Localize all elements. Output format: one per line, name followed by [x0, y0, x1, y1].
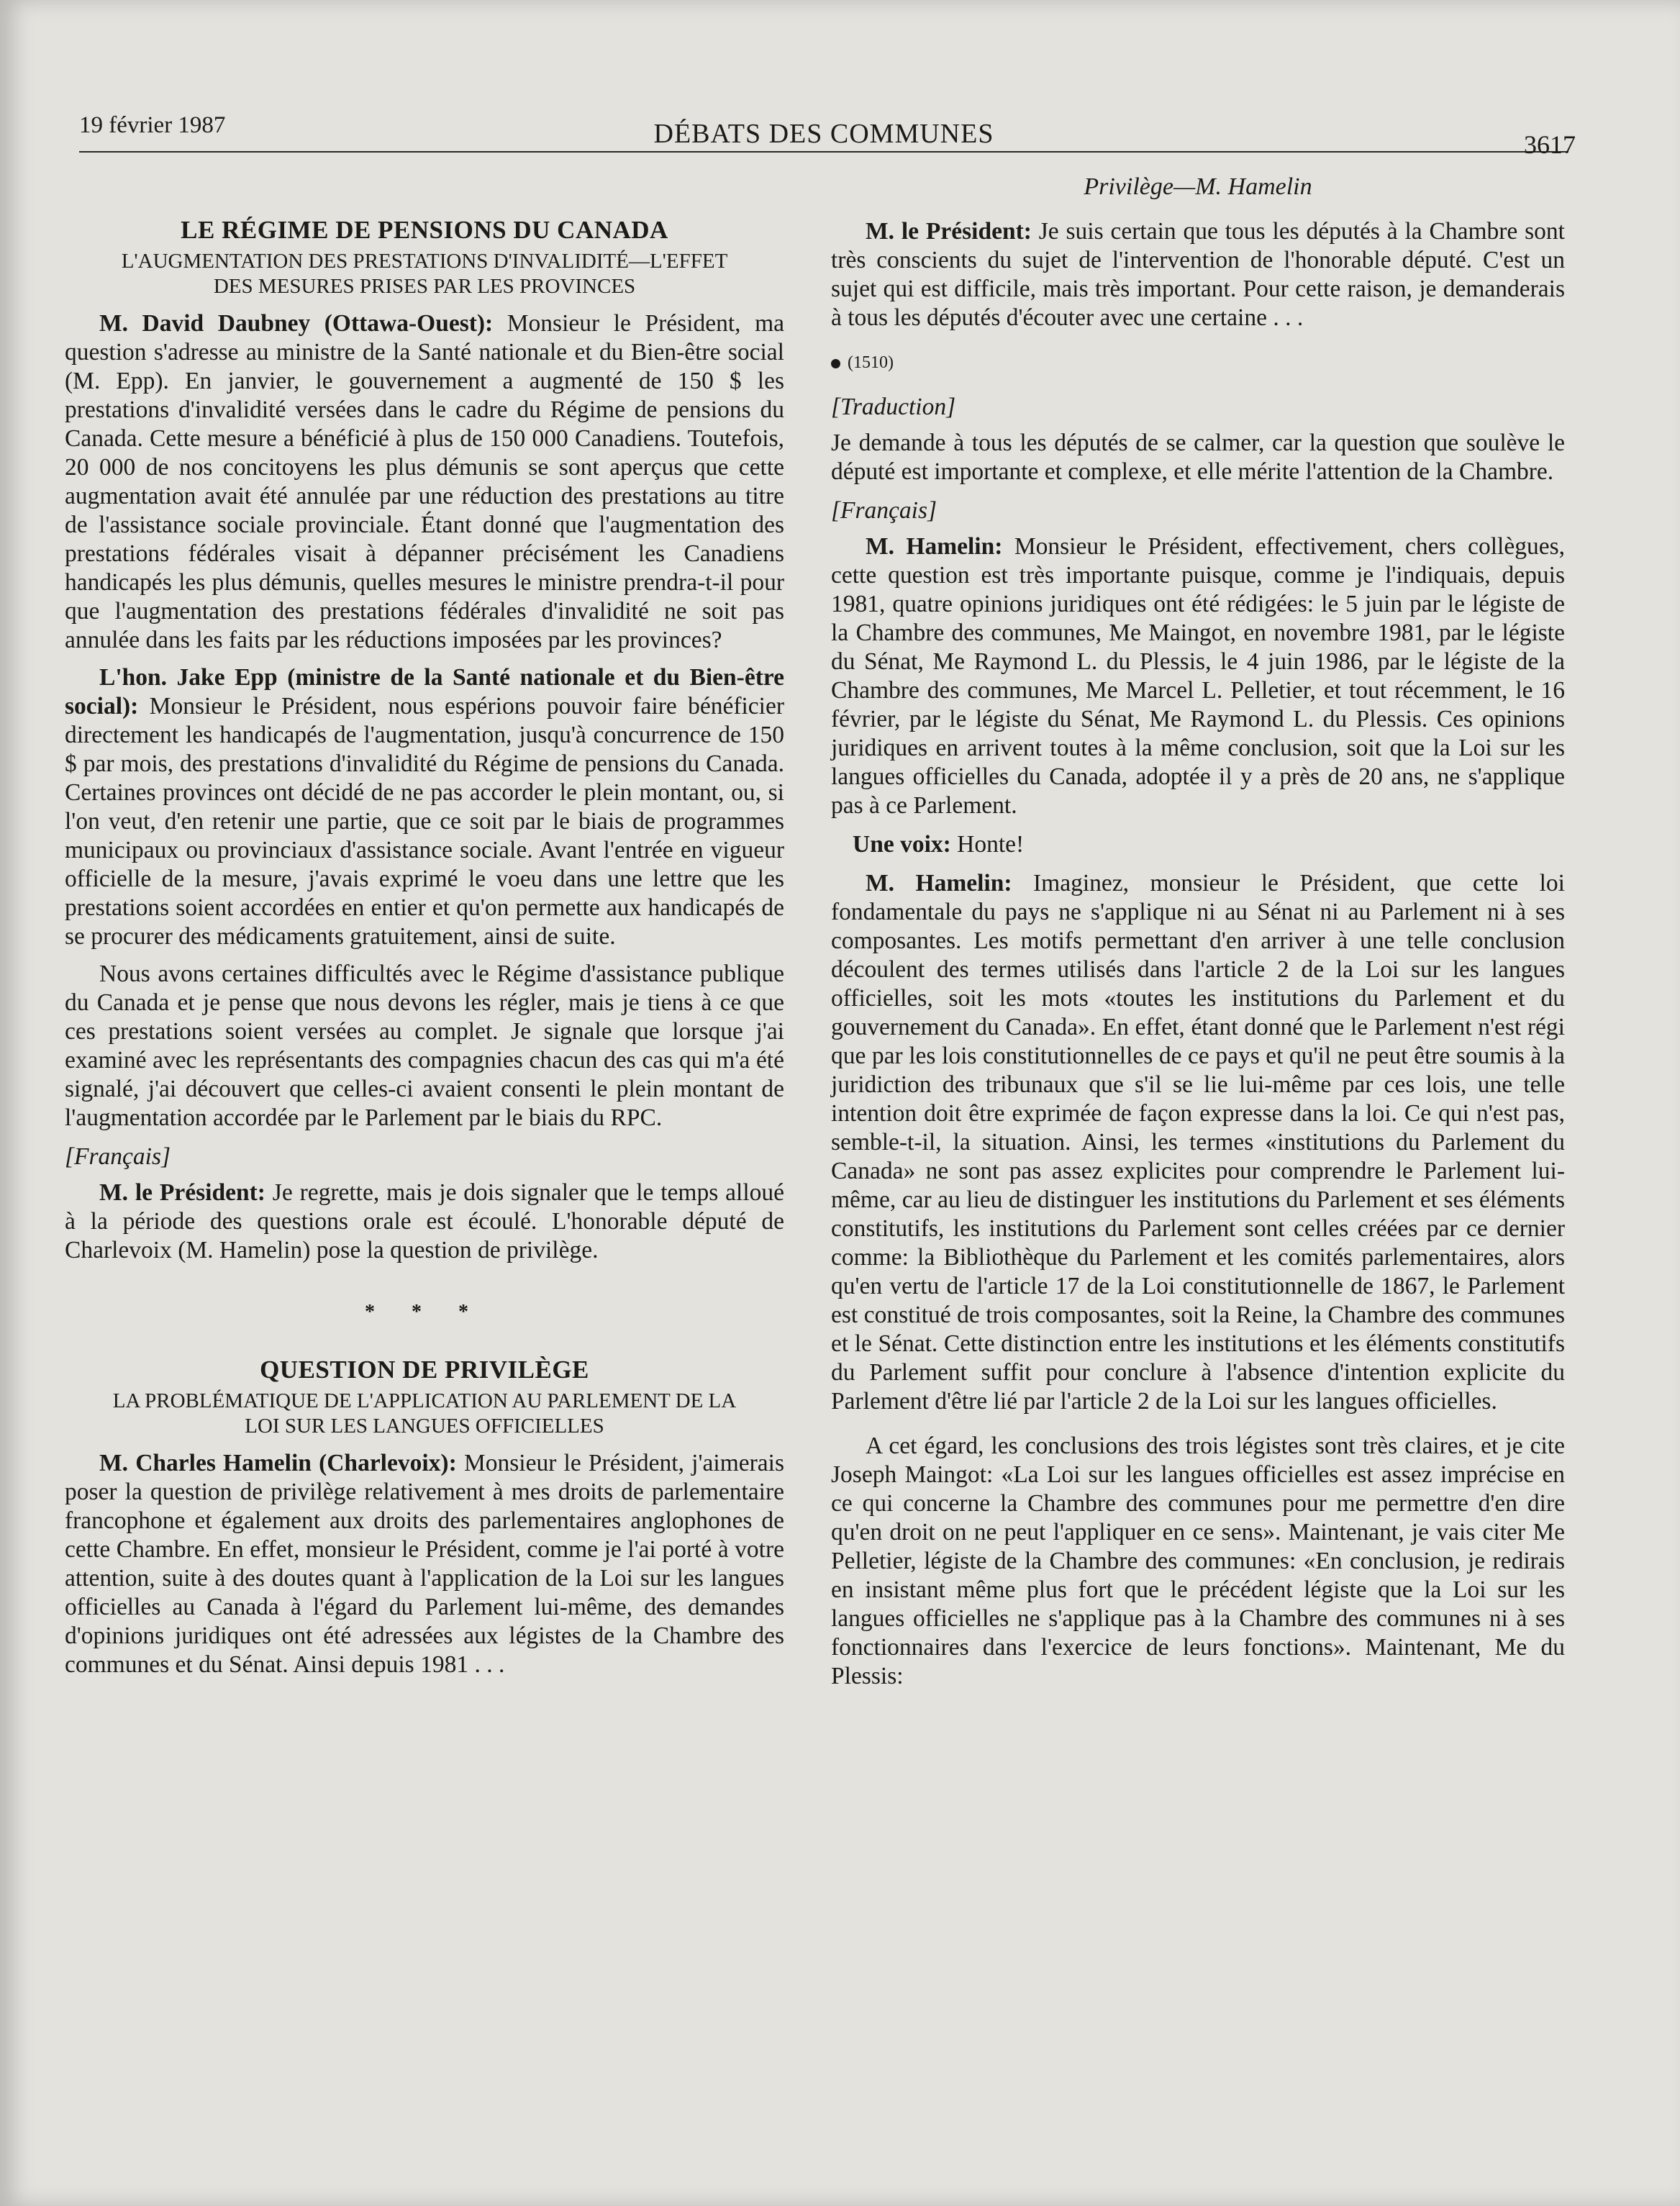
- speech-text: Imaginez, monsieur le Président, que cette loi fondamentale du pays ne s'applique ni au Sénat ni au Parlement ni à ses composantes. Les motifs permettant d'en arriver à une telle conclusion découlent des termes utilisés dans l'article 2 de la Loi sur les langues officielles, soit les mots «toutes les institutions du Parlement et du gouvernement du Canada». En effet, étant donné que le Parlement n'est régi que par les lois constitutionnelles de ce pays et qu'il ne peut être soumis à la juridiction des tribunaux que s'il se lie lui-même par ces lois, une telle intention doit être exprimée de façon expresse dans la loi. Ce qui n'est pas, semble-t-il, la situation. Ainsi, les termes «institutions du Parlement du Canada» ne sont pas assez explicites pour comprendre le Parlement lui-même, car au lieu de distinguer les institutions du Parlement et ses éléments constitutifs, les institutions du Parlement sont celles créées par ce dernier comme: la Bibliothèque du Parlement et les comités parlementaires, alors qu'en vertu de l'article 17 de la Loi constitutionnelle de 1867, le Parlement est constitué de trois composantes, soit la Reine, la Chambre des communes et le Sénat. Cette distinction entre les institutions et les éléments constitutifs du Parlement suffit pour conclure à l'absence d'intention explicite du Parlement d'être lié par l'article 2 de la Loi sur les langues officielles.: [831, 870, 1565, 1415]
- language-marker: [Français]: [831, 497, 937, 524]
- paragraph-epp: [65, 663, 784, 951]
- time-stamp: (1510): [848, 353, 894, 372]
- speech-text: Monsieur le Président, effectivement, chers collègues, cette question est très importante puisque, comme je l'indiquais, depuis 1981, quatre opinions juridiques ont été rédigées: le 5 juin par le légiste de la Chambre des communes, Me Maingot, en novembre 1981, par le légiste du Sénat, Me Raymond L. du Plessis, le 4 juin 1986, par le légiste de la Chambre des communes, Me Marcel L. Pelletier, et tout récemment, le 16 février, par le légiste du Sénat, Me Raymond L. du Plessis. Ces opinions juridiques en arrivent toutes à la même conclusion, soit que la Loi sur les langues officielles du Canada, adoptée il y a près de 20 ans, ne s'applique pas à ce Parlement.: [831, 533, 1565, 819]
- header-date: 19 février 1987: [79, 112, 226, 138]
- speech-text: Monsieur le Président, nous espérions pouvoir faire bénéficier directement les handicapés de l'augmentation, jusqu'à concurrence de 150 $ par mois, des prestations d'invalidité du Régime de pensions du Canada. Certaines provinces ont décidé de ne pas accorder le plein montant, ou, si l'on veut, d'en retenir une partie, que ce soit par le biais de programmes municipaux ou provinciaux d'assistance sociale. Avant l'entrée en vigueur officielle de la mesure, j'avais exprimé le voeu dans une lettre que les prestations soient accordées en entier et qu'on permette aux handicapés de se procurer des médicaments gratuitement, ainsi de suite.: [65, 693, 784, 950]
- speaker-name: M. David Daubney (Ottawa-Ouest):: [99, 310, 494, 337]
- speech-text: Monsieur le Président, ma question s'adresse au ministre de la Santé nationale et du Bien-être social (M. Epp). En janvier, le gouvernement a augmenté de 150 $ les prestations d'invalidité versées dans le cadre du Régime de pensions du Canada. Cette mesure a bénéficié à plus de 150 000 Canadiens. Toutefois, 20 000 de nos concitoyens les plus démunis se sont aperçus que cette augmentation avait été annulée par une réduction des prestations au titre de l'assistance sociale provinciale. Étant donné que l'augmentation des prestations fédérales visait à dépanner précisément les Canadiens handicapés les plus démunis, quelles mesures le ministre prendra-t-il pour que l'augmentation des prestations fédérales d'invalidité ne soit pas annulée dans les faits par les réductions imposées par les provinces?: [65, 310, 785, 653]
- time-marker: [831, 348, 1565, 377]
- subtitle-line: LA PROBLÉMATIQUE DE L'APPLICATION AU PARLEMENT DE LA: [112, 1389, 737, 1412]
- paragraph-hamelin-2: [831, 869, 1565, 1416]
- paragraph-interjection: [831, 830, 1565, 859]
- speaker-name: M. Charles Hamelin (Charlevoix):: [99, 1450, 457, 1476]
- speaker-name: M. le Président:: [99, 1179, 265, 1206]
- section-title-pensions: LE RÉGIME DE PENSIONS DU CANADA: [181, 216, 668, 244]
- left-column: [65, 173, 784, 1688]
- section-title-privilege: QUESTION DE PRIVILÈGE: [260, 1356, 589, 1384]
- paragraph-daubney: [65, 309, 784, 655]
- speech-text: Je suis certain que tous les députés à la Chambre sont très conscients du sujet de l'intervention de l'honorable député. C'est un sujet qui est difficile, mais très important. Pour cette raison, je demanderais à tous les députés d'écouter avec une certaine . . .: [831, 218, 1565, 331]
- paragraph-hamelin-3: A cet égard, les conclusions des trois légistes sont très claires, et je cite Joseph Maingot: «La Loi sur les langues officielles est assez imprécise en ce qui concerne la Chambre des communes pour me permettre d'en dire qu'en droit on ne peut l'appliquer en ce sens». Maintenant, je vais citer Me Pelletier, légiste de la Chambre des communes: «En conclusion, je redirais en insistant même plus fort que le précédent légiste que la Loi sur les langues officielles ne s'applique pas à la Chambre des communes ni à ses fonctionnaires dans l'exercice de leurs fonctions». Maintenant, Me du Plessis:: [831, 1433, 1565, 1689]
- section-separator: * * *: [365, 1301, 484, 1323]
- paragraph-hamelin: [65, 1449, 784, 1679]
- section-subtitle-pensions: [65, 249, 784, 299]
- page-header: [79, 108, 1576, 159]
- running-head: Privilège—M. Hamelin: [1084, 173, 1312, 200]
- speaker-name: M. le Président:: [866, 218, 1032, 245]
- section-subtitle-privilege: [65, 1389, 784, 1439]
- subtitle-line: L'AUGMENTATION DES PRESTATIONS D'INVALIDITÉ—L'EFFET: [121, 250, 728, 273]
- speech-text: Monsieur le Président, j'aimerais poser la question de privilège relativement à mes droits de parlementaire francophone et également aux droits des parlementaires anglophones de cette Chambre. En effet, monsieur le Président, comme je l'ai porté à votre attention, suite à des doutes quant à l'application de la Loi sur les langues officielles au Canada à l'égard du Parlement lui-même, des demandes d'opinions juridiques ont été adressées aux légistes de la Chambre des communes et du Sénat. Ainsi depuis 1981 . . .: [65, 1450, 784, 1678]
- paragraph-speaker-right: [831, 217, 1565, 332]
- header-title: DÉBATS DES COMMUNES: [653, 119, 994, 149]
- speaker-name: L'hon. Jake Epp (ministre de la Santé nationale et du Bien-être social):: [65, 664, 784, 720]
- page-number: 3617: [1524, 130, 1576, 159]
- speech-text: Je regrette, mais je dois signaler que le temps alloué à la période des questions orale est écoulé. L'honorable député de Charlevoix (M. Hamelin) pose la question de privilège.: [65, 1179, 784, 1263]
- paragraph-translation: Je demande à tous les députés de se calmer, car la question que soulève le député est importante et complexe, et elle mérite l'attention de la Chambre.: [831, 430, 1565, 485]
- paragraph-speaker: [65, 1179, 784, 1265]
- paragraph-epp-continued: Nous avons certaines difficultés avec le Régime d'assistance publique du Canada et je pense que nous devons les régler, mais je tiens à ce que ces prestations soient versées au complet. Je signale que lorsque j'ai examiné avec les représentants des compagnies chacun des cas qui m'a été signalé, j'ai découvert que celles-ci avaient consenti le plein montant de l'augmentation accordée par le Parlement par le biais du RPC.: [65, 961, 784, 1131]
- speaker-name: Une voix:: [853, 831, 951, 858]
- subtitle-line: DES MESURES PRISES PAR LES PROVINCES: [213, 275, 636, 298]
- right-column: [831, 173, 1565, 1698]
- subtitle-line: LOI SUR LES LANGUES OFFICIELLES: [245, 1415, 604, 1438]
- speaker-name: M. Hamelin:: [866, 533, 1003, 560]
- language-marker: [Français]: [65, 1143, 171, 1170]
- speech-text: Honte!: [950, 831, 1025, 858]
- bullet-icon: [831, 359, 840, 368]
- language-marker: [Traduction]: [831, 394, 956, 420]
- paragraph-hamelin-1: [831, 532, 1565, 820]
- speaker-name: M. Hamelin:: [866, 870, 1012, 897]
